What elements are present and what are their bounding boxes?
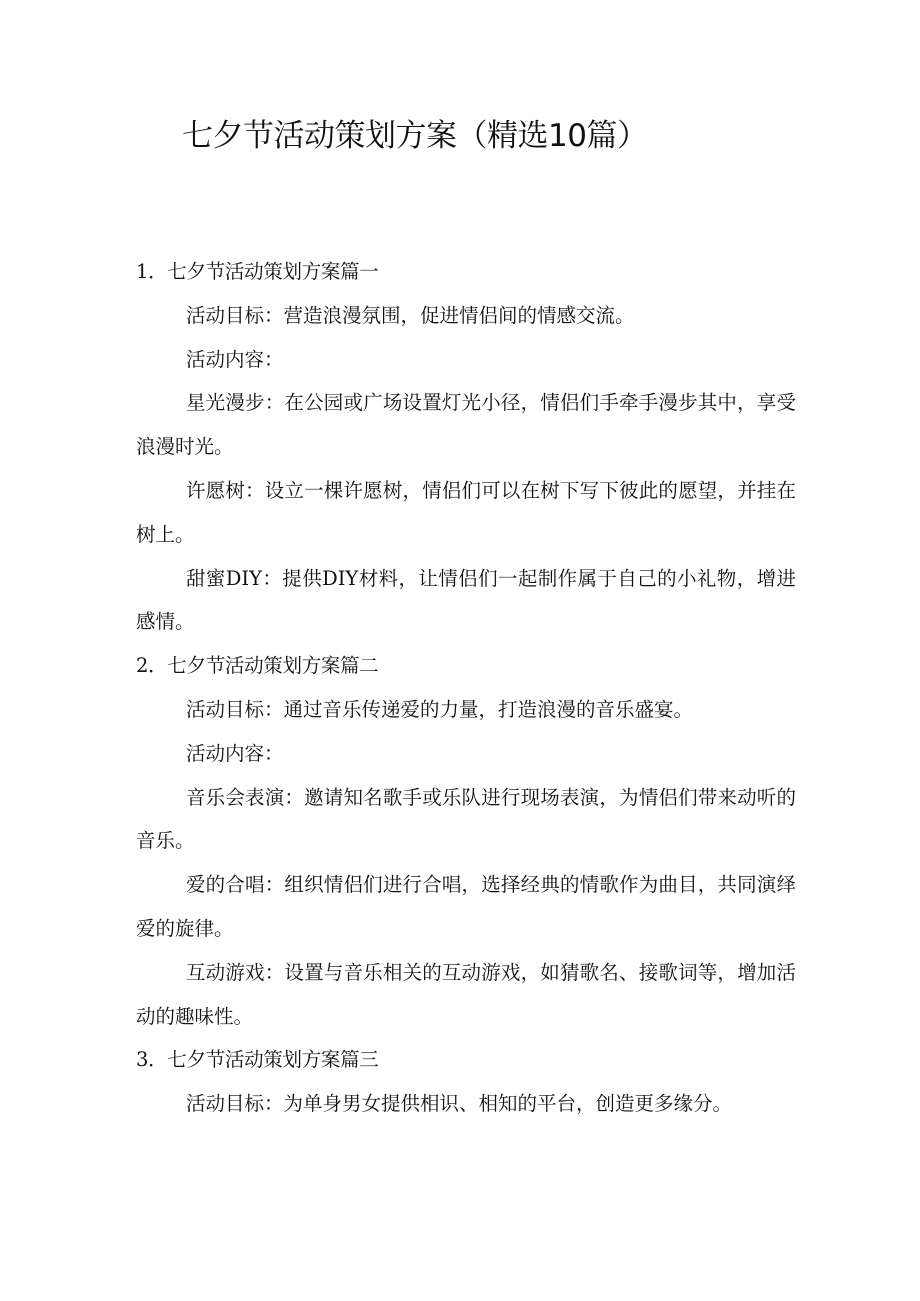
paragraph: 爱的合唱：组织情侣们进行合唱，选择经典的情歌作为曲目，共同演绎爱的旋律。 bbox=[136, 873, 796, 940]
paragraph: 活动内容： bbox=[186, 347, 284, 371]
paragraph: 音乐会表演：邀请知名歌手或乐队进行现场表演，为情侣们带来动听的音乐。 bbox=[136, 785, 796, 853]
paragraph: 活动目标：营造浪漫氛围，促进情侣间的情感交流。 bbox=[186, 303, 635, 327]
paragraph: 甜蜜DIY：提供DIY材料，让情侣们一起制作属于自己的小礼物，增进感情。 bbox=[136, 566, 796, 634]
section-heading: 2．七夕节活动策划方案篇二 bbox=[136, 654, 379, 678]
section-heading: 1．七夕节活动策划方案篇一 bbox=[136, 260, 379, 283]
section-heading: 3．七夕节活动策划方案篇三 bbox=[136, 1048, 379, 1072]
paragraph: 许愿树：设立一棵许愿树，情侣们可以在树下写下彼此的愿望，并挂在树上。 bbox=[136, 478, 796, 546]
paragraph: 互动游戏：设置与音乐相关的互动游戏，如猜歌名、接歌词等，增加活动的趣味性。 bbox=[136, 960, 796, 1028]
paragraph: 活动目标：通过音乐传递爱的力量，打造浪漫的音乐盛宴。 bbox=[186, 697, 694, 721]
paragraph: 活动目标：为单身男女提供相识、相知的平台，创造更多缘分。 bbox=[186, 1092, 733, 1116]
paragraph: 星光漫步：在公园或广场设置灯光小径，情侣们手牵手漫步其中，享受浪漫时光。 bbox=[136, 391, 796, 459]
document-title: 七夕节活动策划方案（精选10篇） bbox=[182, 118, 648, 154]
document-body bbox=[136, 250, 796, 1126]
paragraph: 活动内容： bbox=[186, 741, 284, 765]
